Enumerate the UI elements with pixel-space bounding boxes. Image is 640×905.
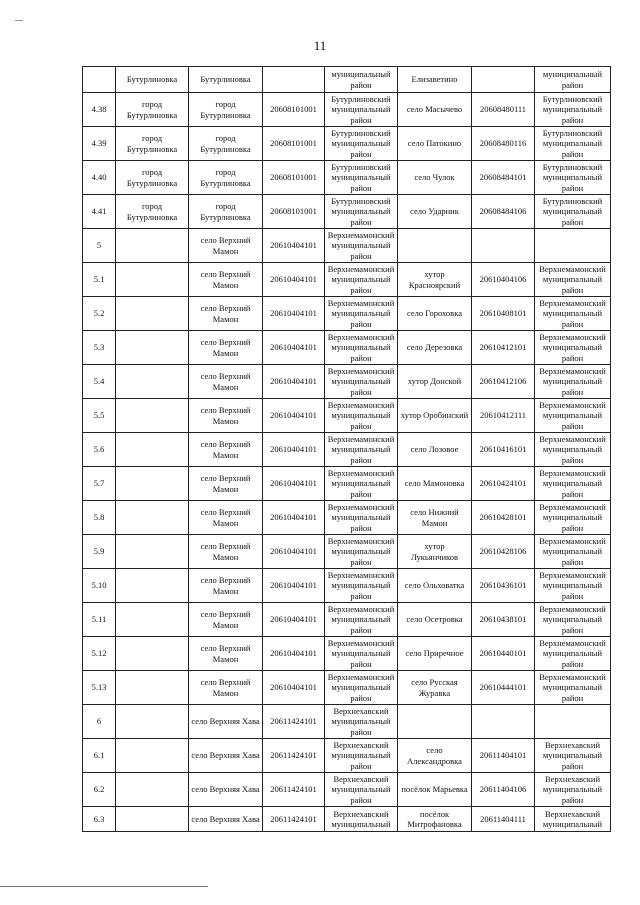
municipality-center-cell [116, 467, 189, 501]
oktmo-settlement-cell: 20610436101 [472, 569, 535, 603]
admin-center-cell: село Верхний Мамон [189, 603, 263, 637]
oktmo-center-cell: 20611424101 [263, 773, 325, 807]
oktmo-settlement-cell: 20610404106 [472, 263, 535, 297]
settlement-cell: село Ударник [398, 195, 472, 229]
oktmo-center-cell: 20610404101 [263, 569, 325, 603]
center-district-cell: Верхнехавский муниципальный район [325, 705, 398, 739]
settlement-district-cell: Верхнемамонский муниципальный район [535, 433, 611, 467]
settlement-district-cell: Бутурлиновский муниципальный район [535, 195, 611, 229]
settlement-cell: село Чулок [398, 161, 472, 195]
table-row [83, 195, 611, 229]
admin-center-cell: село Верхняя Хава [189, 739, 263, 773]
settlement-district-cell: Верхнемамонский муниципальный район [535, 603, 611, 637]
settlement-cell: хутор Донской [398, 365, 472, 399]
settlement-district-cell [535, 229, 611, 263]
settlement-district-cell: Верхнемамонский муниципальный район [535, 535, 611, 569]
oktmo-settlement-cell: 20610440101 [472, 637, 535, 671]
oktmo-center-cell: 20610404101 [263, 535, 325, 569]
admin-center-cell: село Верхний Мамон [189, 331, 263, 365]
table-row [83, 773, 611, 807]
municipality-center-cell [116, 671, 189, 705]
settlement-cell: село Ольховатка [398, 569, 472, 603]
oktmo-center-cell: 20610404101 [263, 467, 325, 501]
footnote-divider [0, 886, 208, 887]
settlement-cell: село Осетровка [398, 603, 472, 637]
oktmo-center-cell: 20608101001 [263, 195, 325, 229]
admin-center-cell: село Верхний Мамон [189, 263, 263, 297]
oktmo-center-cell: 20610404101 [263, 365, 325, 399]
admin-center-cell: село Верхняя Хава [189, 705, 263, 739]
admin-center-cell: село Верхний Мамон [189, 535, 263, 569]
table-row [83, 739, 611, 773]
settlement-cell: село Масычево [398, 93, 472, 127]
oktmo-settlement-cell: 20610416101 [472, 433, 535, 467]
row-number-cell: 5.1 [83, 263, 116, 297]
table-row [83, 331, 611, 365]
row-number-cell: 5.2 [83, 297, 116, 331]
center-district-cell: Верхнемамонский муниципальный район [325, 637, 398, 671]
row-number-cell: 5.12 [83, 637, 116, 671]
oktmo-settlement-cell [472, 67, 535, 93]
municipality-center-cell [116, 365, 189, 399]
admin-center-cell: город Бутурлиновка [189, 127, 263, 161]
row-number-cell: 5.3 [83, 331, 116, 365]
row-number-cell: 6.1 [83, 739, 116, 773]
settlement-district-cell: муниципальный район [535, 67, 611, 93]
oktmo-settlement-cell: 20611404101 [472, 739, 535, 773]
oktmo-settlement-cell: 20610424101 [472, 467, 535, 501]
settlement-district-cell: Верхнемамонский муниципальный район [535, 263, 611, 297]
oktmo-center-cell: 20610404101 [263, 229, 325, 263]
admin-center-cell: село Верхний Мамон [189, 297, 263, 331]
settlement-cell: село Дерезовка [398, 331, 472, 365]
center-district-cell: Верхнемамонский муниципальный район [325, 365, 398, 399]
table-row [83, 93, 611, 127]
oktmo-settlement-cell: 20608484101 [472, 161, 535, 195]
oktmo-settlement-cell: 20610408101 [472, 297, 535, 331]
table-row [83, 263, 611, 297]
municipality-center-cell [116, 535, 189, 569]
row-number-cell: 4.38 [83, 93, 116, 127]
settlement-district-cell: Верхнемамонский муниципальный район [535, 671, 611, 705]
table-row [83, 365, 611, 399]
settlement-district-cell: Бутурлиновский муниципальный район [535, 93, 611, 127]
row-number-cell: 5.11 [83, 603, 116, 637]
oktmo-center-cell: 20610404101 [263, 501, 325, 535]
center-district-cell: Верхнемамонский муниципальный район [325, 263, 398, 297]
oktmo-center-cell: 20610404101 [263, 637, 325, 671]
table-row [83, 467, 611, 501]
municipality-center-cell [116, 297, 189, 331]
table-row [83, 501, 611, 535]
admin-center-cell: село Верхний Мамон [189, 569, 263, 603]
table-row [83, 671, 611, 705]
settlement-cell: село Лозовое [398, 433, 472, 467]
row-number-cell: 6.2 [83, 773, 116, 807]
row-number-cell: 5.8 [83, 501, 116, 535]
oktmo-settlement-cell: 20610412111 [472, 399, 535, 433]
row-number-cell: 5.6 [83, 433, 116, 467]
row-number-cell: 5.4 [83, 365, 116, 399]
settlement-district-cell [535, 705, 611, 739]
center-district-cell: Верхнемамонский муниципальный район [325, 433, 398, 467]
settlement-cell: посёлок Марьевка [398, 773, 472, 807]
center-district-cell: Бутурлиновский муниципальный район [325, 127, 398, 161]
row-number-cell: 4.39 [83, 127, 116, 161]
settlement-district-cell: Верхнемамонский муниципальный район [535, 569, 611, 603]
table-row [83, 297, 611, 331]
center-district-cell: Верхнемамонский муниципальный район [325, 229, 398, 263]
admin-center-cell: село Верхняя Хава [189, 807, 263, 832]
oktmo-settlement-cell: 20611404106 [472, 773, 535, 807]
settlement-district-cell: Верхнехавский муниципальный район [535, 739, 611, 773]
municipality-center-cell: город Бутурлиновка [116, 93, 189, 127]
row-number-cell: 5.9 [83, 535, 116, 569]
municipality-center-cell [116, 501, 189, 535]
center-district-cell: Верхнемамонский муниципальный район [325, 331, 398, 365]
oktmo-settlement-cell: 20608480116 [472, 127, 535, 161]
table-row [83, 603, 611, 637]
oktmo-center-cell: 20610404101 [263, 399, 325, 433]
margin-mark [15, 20, 23, 21]
oktmo-center-cell: 20610404101 [263, 603, 325, 637]
municipality-center-cell: Бутурлиновка [116, 67, 189, 93]
settlement-cell: село Гороховка [398, 297, 472, 331]
row-number-cell: 6 [83, 705, 116, 739]
municipality-center-cell [116, 263, 189, 297]
settlement-district-cell: Верхнемамонский муниципальный район [535, 297, 611, 331]
center-district-cell: Верхнемамонский муниципальный район [325, 297, 398, 331]
settlement-cell: Елизаветино [398, 67, 472, 93]
center-district-cell: Верхнемамонский муниципальный район [325, 603, 398, 637]
center-district-cell: Верхнемамонский муниципальный район [325, 467, 398, 501]
table-row [83, 67, 611, 93]
municipality-center-cell [116, 331, 189, 365]
row-number-cell [83, 67, 116, 93]
settlement-cell: хутор Оробинский [398, 399, 472, 433]
oktmo-center-cell: 20608101001 [263, 93, 325, 127]
oktmo-settlement-cell: 20610428106 [472, 535, 535, 569]
admin-center-cell: село Верхний Мамон [189, 671, 263, 705]
center-district-cell: Верхнехавский муниципальный район [325, 739, 398, 773]
settlement-district-cell: Бутурлиновский муниципальный район [535, 127, 611, 161]
settlement-cell: хутор Лукьянчиков [398, 535, 472, 569]
row-number-cell: 5.13 [83, 671, 116, 705]
settlement-district-cell: Верхнехавский муниципальный район [535, 773, 611, 807]
admin-center-cell: село Верхний Мамон [189, 433, 263, 467]
table-row [83, 161, 611, 195]
settlement-cell: хутор Красноярский [398, 263, 472, 297]
municipality-center-cell: город Бутурлиновка [116, 195, 189, 229]
oktmo-center-cell [263, 67, 325, 93]
row-number-cell: 6.3 [83, 807, 116, 832]
table-row [83, 399, 611, 433]
settlement-cell [398, 705, 472, 739]
admin-center-cell: село Верхний Мамон [189, 467, 263, 501]
settlement-district-cell: Верхнемамонский муниципальный район [535, 501, 611, 535]
settlement-district-cell: Верхнемамонский муниципальный район [535, 467, 611, 501]
oktmo-settlement-cell: 20611404111 [472, 807, 535, 832]
municipality-center-cell [116, 637, 189, 671]
center-district-cell: Бутурлиновский муниципальный район [325, 195, 398, 229]
admin-center-cell: село Верхний Мамон [189, 365, 263, 399]
center-district-cell: Верхнемамонский муниципальный район [325, 671, 398, 705]
municipality-center-cell [116, 705, 189, 739]
oktmo-settlement-cell: 20610412106 [472, 365, 535, 399]
settlement-cell: село Александровка [398, 739, 472, 773]
municipality-center-cell [116, 807, 189, 832]
settlement-district-cell: Верхнехавский муниципальный [535, 807, 611, 832]
oktmo-center-cell: 20610404101 [263, 433, 325, 467]
table-row [83, 807, 611, 832]
oktmo-settlement-cell: 20610428101 [472, 501, 535, 535]
row-number-cell: 5.7 [83, 467, 116, 501]
center-district-cell: Верхнемамонский муниципальный район [325, 501, 398, 535]
settlement-district-cell: Верхнемамонский муниципальный район [535, 365, 611, 399]
oktmo-settlement-cell: 20610444101 [472, 671, 535, 705]
admin-center-cell: Бутурлиновка [189, 67, 263, 93]
table-row [83, 705, 611, 739]
settlement-cell: село Мамоновка [398, 467, 472, 501]
table-row [83, 569, 611, 603]
settlement-district-cell: Верхнемамонский муниципальный район [535, 399, 611, 433]
table-row [83, 535, 611, 569]
oktmo-center-cell: 20610404101 [263, 331, 325, 365]
oktmo-center-cell: 20611424101 [263, 807, 325, 832]
oktmo-settlement-cell: 20610438101 [472, 603, 535, 637]
admin-center-cell: город Бутурлиновка [189, 195, 263, 229]
oktmo-settlement-cell: 20608480111 [472, 93, 535, 127]
center-district-cell: Верхнемамонский муниципальный район [325, 569, 398, 603]
municipality-center-cell [116, 773, 189, 807]
oktmo-center-cell: 20608101001 [263, 127, 325, 161]
center-district-cell: Бутурлиновский муниципальный район [325, 161, 398, 195]
admin-center-cell: город Бутурлиновка [189, 161, 263, 195]
settlement-cell [398, 229, 472, 263]
center-district-cell: муниципальный район [325, 67, 398, 93]
page-number: 11 [313, 38, 327, 53]
settlement-cell: село Русская Журавка [398, 671, 472, 705]
center-district-cell: Верхнемамонский муниципальный район [325, 399, 398, 433]
oktmo-center-cell: 20611424101 [263, 705, 325, 739]
center-district-cell: Верхнехавский муниципальный район [325, 773, 398, 807]
settlement-cell: посёлок Митрофановка [398, 807, 472, 832]
admin-center-cell: село Верхний Мамон [189, 229, 263, 263]
oktmo-settlement-cell [472, 229, 535, 263]
registry-table [82, 66, 611, 832]
oktmo-center-cell: 20610404101 [263, 671, 325, 705]
admin-center-cell: село Верхний Мамон [189, 501, 263, 535]
row-number-cell: 5 [83, 229, 116, 263]
table-row [83, 637, 611, 671]
oktmo-settlement-cell [472, 705, 535, 739]
oktmo-settlement-cell: 20608484106 [472, 195, 535, 229]
admin-center-cell: село Верхняя Хава [189, 773, 263, 807]
municipality-center-cell [116, 433, 189, 467]
oktmo-center-cell: 20610404101 [263, 263, 325, 297]
admin-center-cell: село Верхний Мамон [189, 637, 263, 671]
row-number-cell: 5.10 [83, 569, 116, 603]
row-number-cell: 4.40 [83, 161, 116, 195]
admin-center-cell: село Верхний Мамон [189, 399, 263, 433]
oktmo-center-cell: 20608101001 [263, 161, 325, 195]
municipality-center-cell: город Бутурлиновка [116, 127, 189, 161]
municipality-center-cell [116, 739, 189, 773]
settlement-cell: село Патокино [398, 127, 472, 161]
table-row [83, 433, 611, 467]
table-row [83, 229, 611, 263]
municipality-center-cell: город Бутурлиновка [116, 161, 189, 195]
settlement-district-cell: Верхнемамонский муниципальный район [535, 637, 611, 671]
settlement-district-cell: Верхнемамонский муниципальный район [535, 331, 611, 365]
row-number-cell: 4.41 [83, 195, 116, 229]
oktmo-center-cell: 20610404101 [263, 297, 325, 331]
oktmo-center-cell: 20611424101 [263, 739, 325, 773]
municipality-center-cell [116, 229, 189, 263]
settlement-cell: село Приречное [398, 637, 472, 671]
oktmo-settlement-cell: 20610412101 [472, 331, 535, 365]
settlement-cell: село Нижний Мамон [398, 501, 472, 535]
settlement-district-cell: Бутурлиновский муниципальный район [535, 161, 611, 195]
table-row [83, 127, 611, 161]
center-district-cell: Верхнехавский муниципальный [325, 807, 398, 832]
center-district-cell: Верхнемамонский муниципальный район [325, 535, 398, 569]
municipality-center-cell [116, 569, 189, 603]
registry-table-body [83, 67, 611, 832]
center-district-cell: Бутурлиновский муниципальный район [325, 93, 398, 127]
municipality-center-cell [116, 603, 189, 637]
admin-center-cell: город Бутурлиновка [189, 93, 263, 127]
municipality-center-cell [116, 399, 189, 433]
row-number-cell: 5.5 [83, 399, 116, 433]
